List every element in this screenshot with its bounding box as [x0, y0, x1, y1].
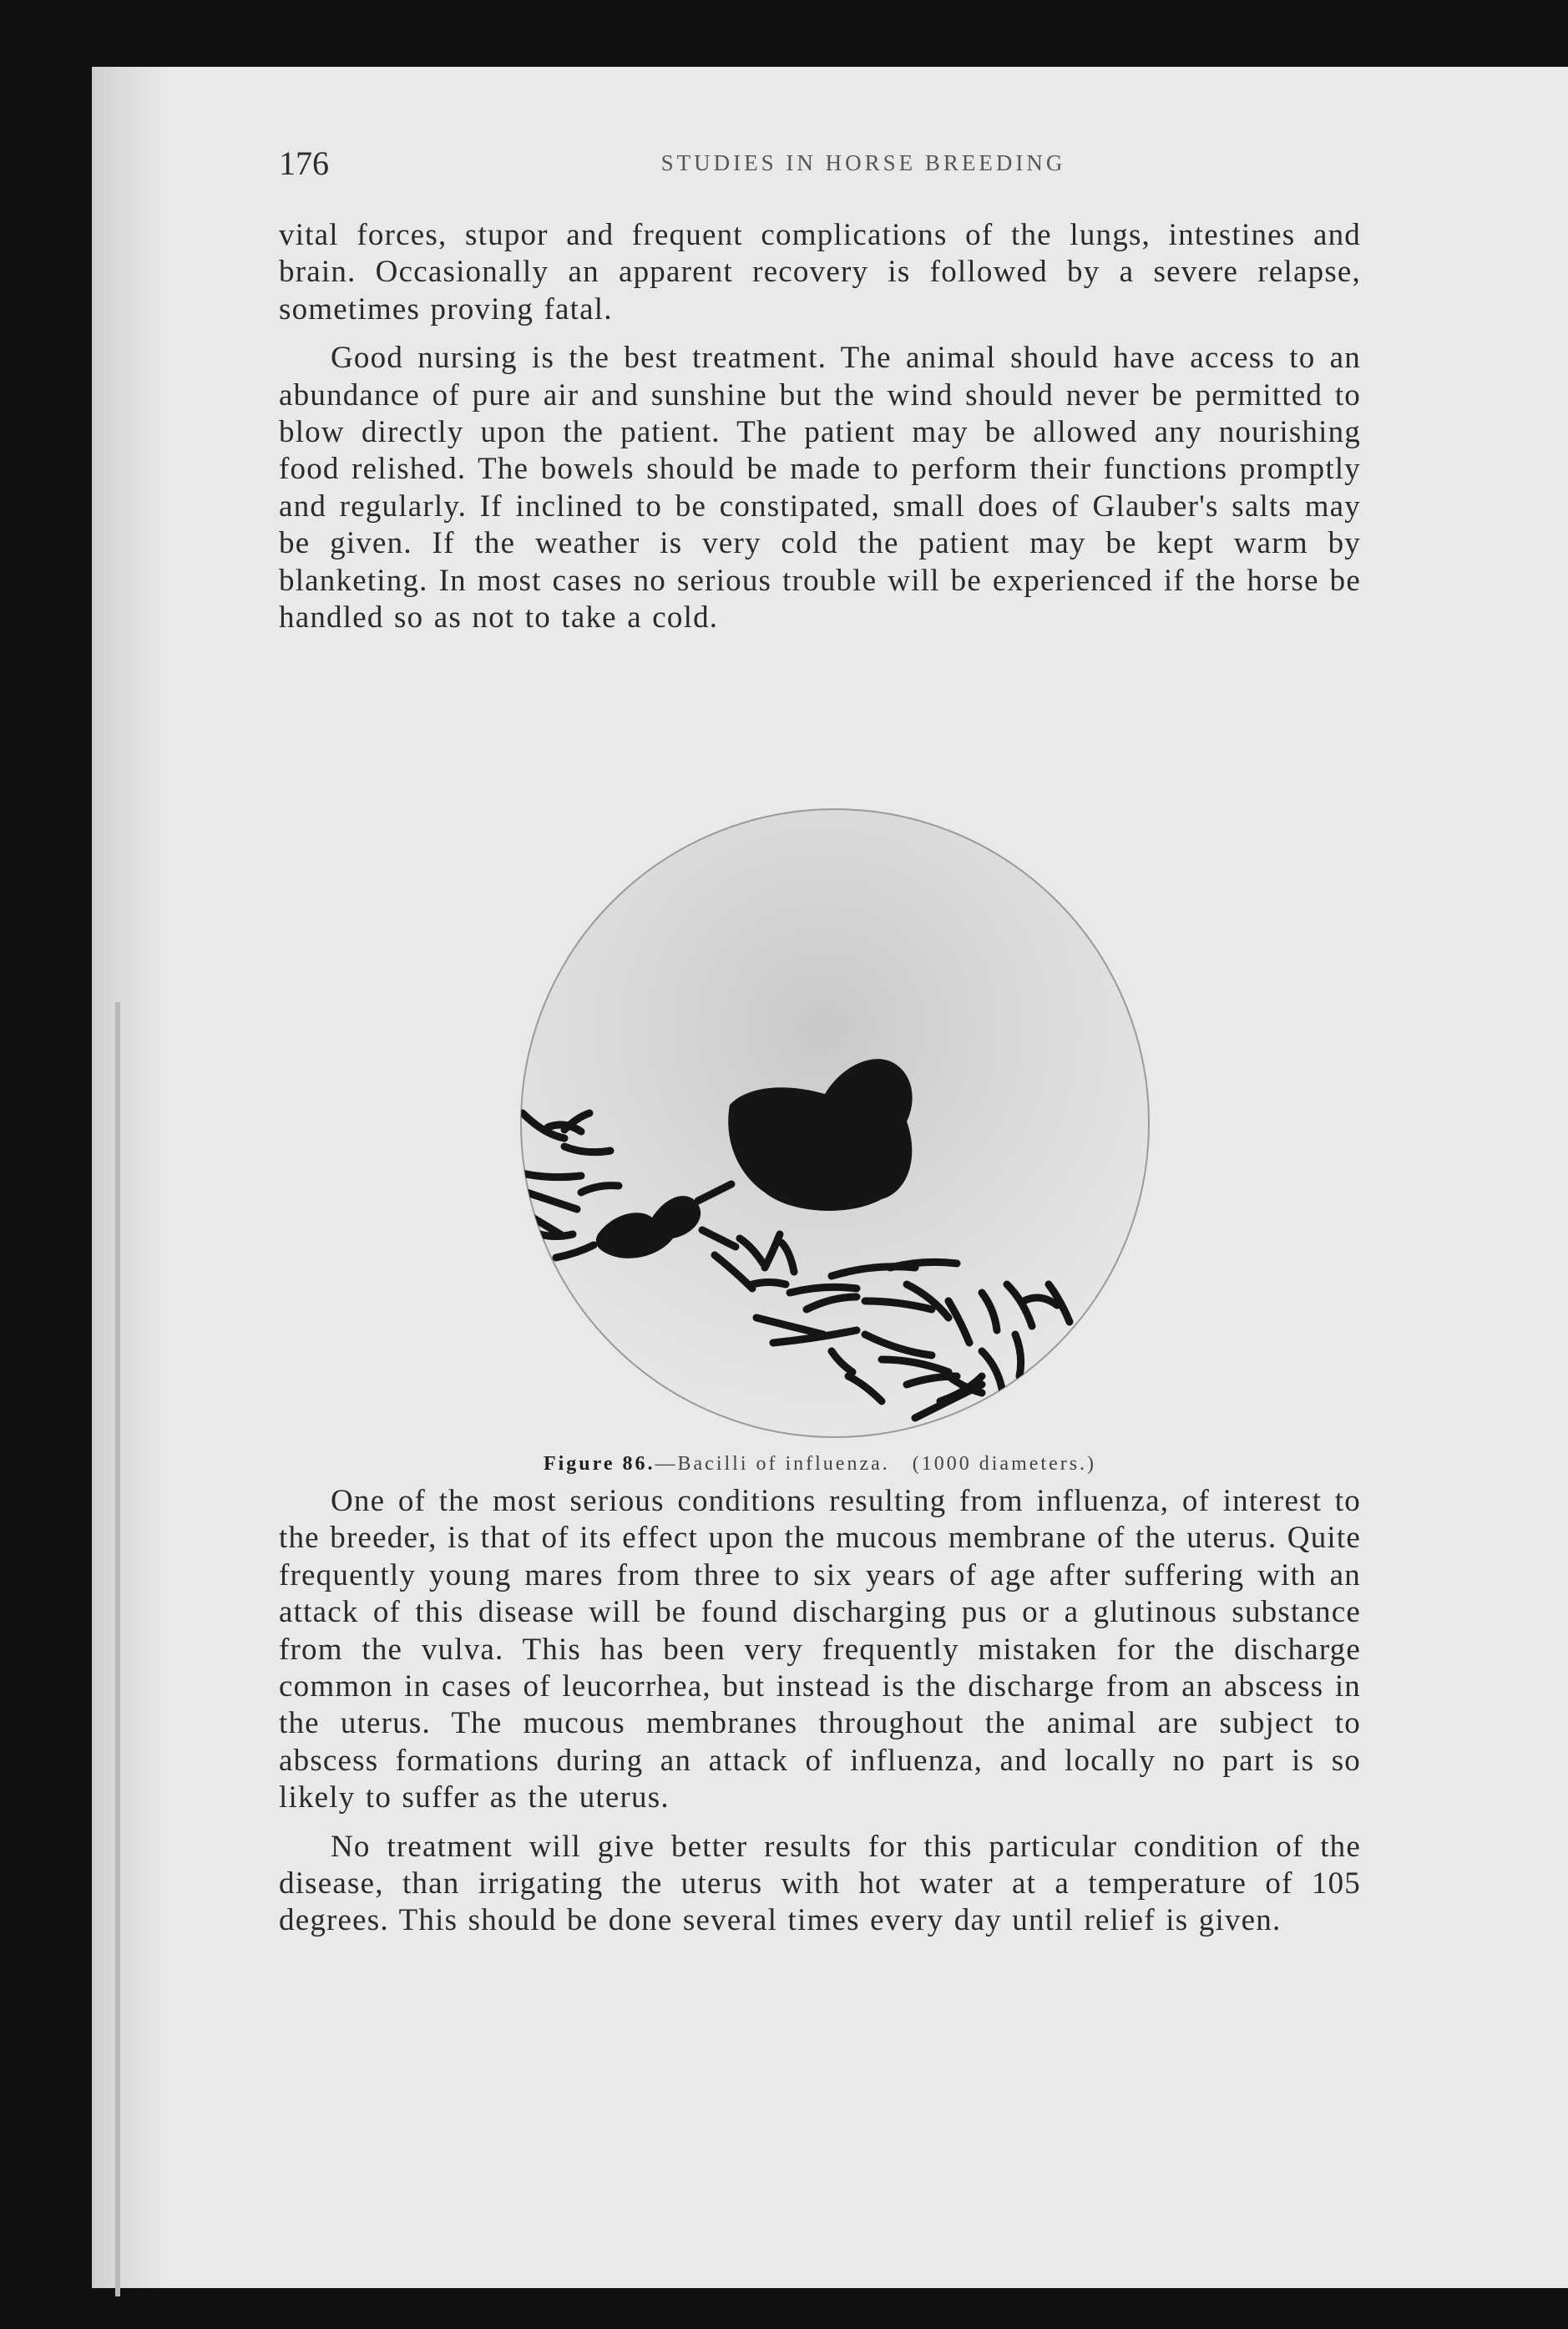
running-head-title: STUDIES IN HORSE BREEDING: [660, 150, 1066, 175]
figure-caption-text: —Bacilli of influenza.: [655, 1453, 890, 1475]
text-block-bottom: [279, 1483, 1361, 1952]
figure-magnification: (1000 diameters.): [912, 1453, 1097, 1475]
page-binding-shadow: [92, 67, 167, 2288]
paragraph: vital forces, stupor and frequent complications of the lungs, intestines and brain. Occasionally an apparent recovery is followed by a severe relapse, sometimes proving fatal.: [279, 218, 1361, 327]
page-number: 176: [279, 144, 329, 182]
figure-label: Figure 86.: [543, 1453, 655, 1475]
paragraph: One of the most serious conditions resulting from influenza, of interest to the breeder, is that of its effect upon the mucous membrane of the uterus. Quite frequently young mares from three to six years of age after suffering with an attack of this disease will be found discharging pus or a glutinous substance from the vulva. This has been very frequently mistaken for the discharge common in cases of leucorrhea, but instead is the discharge from an abscess in the uterus. The mucous membranes throughout the animal are subject to abscess formations during an attack of influenza, and locally no part is so likely to suffer as the uterus.: [279, 1484, 1361, 1815]
paragraph: Good nursing is the best treatment. The animal should have access to an abundance of pure air and sunshine but the wind should never be permitted to blow directly upon the patient. The patient may be allowed any nourishing food relished. The bowels should be made to perform their functions promptly and regularly. If inclined to be constipated, small does of Glauber's salts may be given. If the weather is very cold the patient may be kept warm by blanketing. In most cases no serious trouble will be experienced if the horse be handled so as not to take a cold.: [279, 341, 1361, 635]
microscope-bacilli-illustration-icon: [514, 800, 1156, 1446]
paragraph: No treatment will give better results for this particular condition of the disease, than irrigating the uterus with hot water at a temperature of 105 degrees. This should be done several times every day until relief is given.: [279, 1829, 1361, 1938]
figure-caption: [279, 1453, 1361, 1476]
text-block-top: [279, 217, 1361, 648]
figure-bacilli: [514, 800, 1156, 1446]
running-head: [279, 144, 1464, 185]
